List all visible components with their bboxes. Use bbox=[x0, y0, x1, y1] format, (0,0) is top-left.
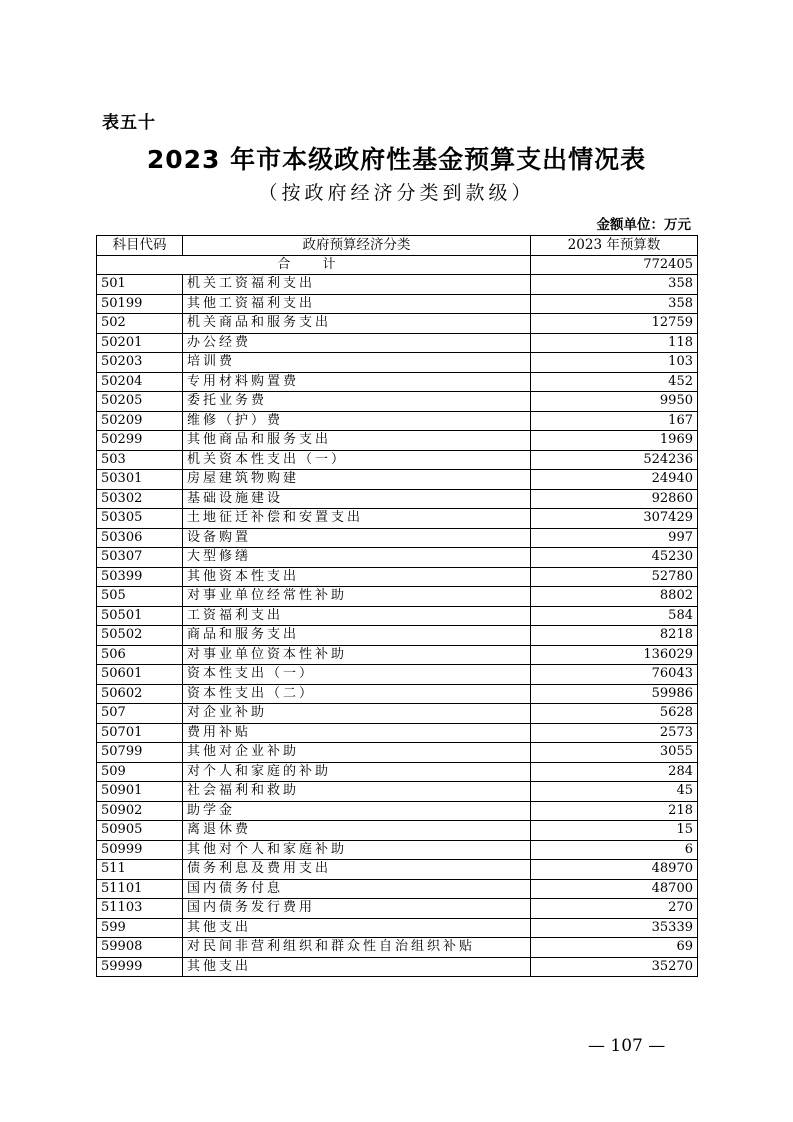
category-name-cell: 对企业补助 bbox=[183, 704, 531, 724]
subject-code-cell: 50204 bbox=[97, 372, 183, 392]
budget-amount-cell: 69 bbox=[531, 938, 698, 958]
table-row bbox=[97, 372, 698, 392]
subject-code-cell: 51103 bbox=[97, 899, 183, 919]
table-row bbox=[97, 918, 698, 938]
subject-code-cell: 50601 bbox=[97, 665, 183, 685]
budget-table bbox=[96, 235, 698, 977]
total-row bbox=[97, 255, 698, 275]
budget-amount-cell: 997 bbox=[531, 528, 698, 548]
subject-code-cell: 50209 bbox=[97, 411, 183, 431]
table-row bbox=[97, 684, 698, 704]
category-name-cell: 助学金 bbox=[183, 801, 531, 821]
budget-amount-cell: 1969 bbox=[531, 431, 698, 451]
category-name-cell: 其他对企业补助 bbox=[183, 743, 531, 763]
budget-amount-cell: 12759 bbox=[531, 314, 698, 334]
subject-code-cell: 50602 bbox=[97, 684, 183, 704]
category-name-cell: 房屋建筑物购建 bbox=[183, 470, 531, 490]
category-name-cell: 离退休费 bbox=[183, 821, 531, 841]
subject-code-cell: 50502 bbox=[97, 626, 183, 646]
table-row bbox=[97, 450, 698, 470]
subject-code-cell: 50999 bbox=[97, 840, 183, 860]
subject-code-cell: 50901 bbox=[97, 782, 183, 802]
category-name-cell: 资本性支出（二） bbox=[183, 684, 531, 704]
category-name-cell: 社会福利和救助 bbox=[183, 782, 531, 802]
page-number: — 107 — bbox=[588, 1036, 666, 1056]
subject-code-cell: 501 bbox=[97, 275, 183, 295]
category-name-cell: 专用材料购置费 bbox=[183, 372, 531, 392]
subject-code-cell: 50399 bbox=[97, 567, 183, 587]
budget-amount-cell: 35339 bbox=[531, 918, 698, 938]
category-name-cell: 国内债务付息 bbox=[183, 879, 531, 899]
subject-code-cell: 50905 bbox=[97, 821, 183, 841]
table-row bbox=[97, 704, 698, 724]
category-name-cell: 土地征迁补偿和安置支出 bbox=[183, 509, 531, 529]
subject-code-cell: 59999 bbox=[97, 957, 183, 977]
category-name-cell: 其他资本性支出 bbox=[183, 567, 531, 587]
category-name-cell: 机关工资福利支出 bbox=[183, 275, 531, 295]
table-row bbox=[97, 314, 698, 334]
subject-code-cell: 59908 bbox=[97, 938, 183, 958]
table-row bbox=[97, 723, 698, 743]
budget-amount-cell: 270 bbox=[531, 899, 698, 919]
table-body bbox=[97, 255, 698, 977]
budget-amount-cell: 15 bbox=[531, 821, 698, 841]
table-row bbox=[97, 665, 698, 685]
category-name-cell: 基础设施建设 bbox=[183, 489, 531, 509]
category-name-cell: 资本性支出（一） bbox=[183, 665, 531, 685]
table-row bbox=[97, 938, 698, 958]
budget-amount-cell: 136029 bbox=[531, 645, 698, 665]
table-row bbox=[97, 587, 698, 607]
category-name-cell: 大型修缮 bbox=[183, 548, 531, 568]
subject-code-cell: 506 bbox=[97, 645, 183, 665]
table-row bbox=[97, 645, 698, 665]
budget-amount-cell: 284 bbox=[531, 762, 698, 782]
subject-code-cell: 511 bbox=[97, 860, 183, 880]
table-row bbox=[97, 860, 698, 880]
table-row bbox=[97, 548, 698, 568]
category-name-cell: 设备购置 bbox=[183, 528, 531, 548]
category-name-cell: 机关商品和服务支出 bbox=[183, 314, 531, 334]
budget-amount-cell: 76043 bbox=[531, 665, 698, 685]
category-name-cell: 国内债务发行费用 bbox=[183, 899, 531, 919]
subject-code-cell: 50701 bbox=[97, 723, 183, 743]
budget-amount-cell: 118 bbox=[531, 333, 698, 353]
budget-amount-cell: 6 bbox=[531, 840, 698, 860]
subject-code-cell: 50799 bbox=[97, 743, 183, 763]
table-row bbox=[97, 431, 698, 451]
category-name-cell: 委托业务费 bbox=[183, 392, 531, 412]
subject-code-cell: 509 bbox=[97, 762, 183, 782]
budget-amount-cell: 48970 bbox=[531, 860, 698, 880]
table-row bbox=[97, 957, 698, 977]
budget-amount-cell: 45 bbox=[531, 782, 698, 802]
budget-amount-cell: 92860 bbox=[531, 489, 698, 509]
table-row bbox=[97, 489, 698, 509]
budget-amount-cell: 3055 bbox=[531, 743, 698, 763]
subject-code-cell: 505 bbox=[97, 587, 183, 607]
category-name-cell: 债务利息及费用支出 bbox=[183, 860, 531, 880]
subject-code-cell: 50199 bbox=[97, 294, 183, 314]
page-subtitle: （按政府经济分类到款级） bbox=[258, 182, 535, 204]
category-name-cell: 对事业单位资本性补助 bbox=[183, 645, 531, 665]
budget-amount-cell: 8802 bbox=[531, 587, 698, 607]
category-name-cell: 办公经费 bbox=[183, 333, 531, 353]
category-name-cell: 其他支出 bbox=[183, 918, 531, 938]
category-name-cell: 商品和服务支出 bbox=[183, 626, 531, 646]
subject-code-cell: 50299 bbox=[97, 431, 183, 451]
budget-amount-cell: 52780 bbox=[531, 567, 698, 587]
category-name-cell: 工资福利支出 bbox=[183, 606, 531, 626]
table-row bbox=[97, 762, 698, 782]
column-header-category: 政府预算经济分类 bbox=[183, 236, 531, 256]
total-amount: 772405 bbox=[531, 255, 698, 275]
table-row bbox=[97, 470, 698, 490]
budget-amount-cell: 9950 bbox=[531, 392, 698, 412]
table-row bbox=[97, 879, 698, 899]
table-row bbox=[97, 606, 698, 626]
budget-amount-cell: 167 bbox=[531, 411, 698, 431]
category-name-cell: 对个人和家庭的补助 bbox=[183, 762, 531, 782]
table-row bbox=[97, 782, 698, 802]
table-row bbox=[97, 509, 698, 529]
subject-code-cell: 50305 bbox=[97, 509, 183, 529]
table-row bbox=[97, 392, 698, 412]
category-name-cell: 维修（护）费 bbox=[183, 411, 531, 431]
budget-amount-cell: 59986 bbox=[531, 684, 698, 704]
budget-amount-cell: 307429 bbox=[531, 509, 698, 529]
table-label: 表五十 bbox=[102, 113, 156, 133]
table-row bbox=[97, 899, 698, 919]
subject-code-cell: 507 bbox=[97, 704, 183, 724]
subject-code-cell: 50902 bbox=[97, 801, 183, 821]
budget-amount-cell: 8218 bbox=[531, 626, 698, 646]
budget-amount-cell: 103 bbox=[531, 353, 698, 373]
subject-code-cell: 50201 bbox=[97, 333, 183, 353]
budget-amount-cell: 5628 bbox=[531, 704, 698, 724]
subject-code-cell: 50203 bbox=[97, 353, 183, 373]
category-name-cell: 其他工资福利支出 bbox=[183, 294, 531, 314]
subject-code-cell: 50205 bbox=[97, 392, 183, 412]
budget-amount-cell: 48700 bbox=[531, 879, 698, 899]
category-name-cell: 机关资本性支出（一） bbox=[183, 450, 531, 470]
category-name-cell: 培训费 bbox=[183, 353, 531, 373]
table-row bbox=[97, 743, 698, 763]
subject-code-cell: 502 bbox=[97, 314, 183, 334]
table-row bbox=[97, 528, 698, 548]
budget-amount-cell: 45230 bbox=[531, 548, 698, 568]
subject-code-cell: 50306 bbox=[97, 528, 183, 548]
table-row bbox=[97, 840, 698, 860]
table-row bbox=[97, 275, 698, 295]
category-name-cell: 对事业单位经常性补助 bbox=[183, 587, 531, 607]
page-title: 2023 年市本级政府性基金预算支出情况表 bbox=[146, 145, 647, 174]
amount-unit: 金额单位：万元 bbox=[596, 217, 691, 233]
subject-code-cell: 50307 bbox=[97, 548, 183, 568]
budget-amount-cell: 2573 bbox=[531, 723, 698, 743]
category-name-cell: 对民间非营利组织和群众性自治组织补贴 bbox=[183, 938, 531, 958]
column-header-amount: 2023 年预算数 bbox=[531, 236, 698, 256]
category-name-cell: 其他支出 bbox=[183, 957, 531, 977]
table-row bbox=[97, 353, 698, 373]
category-name-cell: 其他对个人和家庭补助 bbox=[183, 840, 531, 860]
table-row bbox=[97, 626, 698, 646]
budget-amount-cell: 584 bbox=[531, 606, 698, 626]
table-row bbox=[97, 333, 698, 353]
subject-code-cell: 599 bbox=[97, 918, 183, 938]
subject-code-cell: 50301 bbox=[97, 470, 183, 490]
table-header-row bbox=[97, 236, 698, 256]
total-label: 合 计 bbox=[97, 255, 531, 275]
table-row bbox=[97, 801, 698, 821]
column-header-code: 科目代码 bbox=[97, 236, 183, 256]
subject-code-cell: 503 bbox=[97, 450, 183, 470]
budget-amount-cell: 452 bbox=[531, 372, 698, 392]
table-row bbox=[97, 411, 698, 431]
table-row bbox=[97, 821, 698, 841]
budget-amount-cell: 358 bbox=[531, 294, 698, 314]
table-row bbox=[97, 294, 698, 314]
table-row bbox=[97, 567, 698, 587]
subject-code-cell: 50501 bbox=[97, 606, 183, 626]
budget-amount-cell: 358 bbox=[531, 275, 698, 295]
category-name-cell: 费用补贴 bbox=[183, 723, 531, 743]
subject-code-cell: 51101 bbox=[97, 879, 183, 899]
subject-code-cell: 50302 bbox=[97, 489, 183, 509]
category-name-cell: 其他商品和服务支出 bbox=[183, 431, 531, 451]
budget-amount-cell: 524236 bbox=[531, 450, 698, 470]
budget-amount-cell: 218 bbox=[531, 801, 698, 821]
budget-amount-cell: 24940 bbox=[531, 470, 698, 490]
budget-amount-cell: 35270 bbox=[531, 957, 698, 977]
